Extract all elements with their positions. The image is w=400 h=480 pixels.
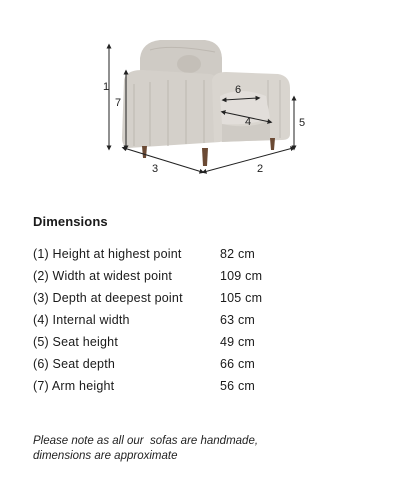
- dimension-value: 66 cm: [220, 357, 256, 371]
- armchair-dimension-diagram: [0, 0, 400, 200]
- marker-7: 7: [115, 97, 122, 109]
- note-line-1: Please note as all our sofas are handmade,: [33, 435, 259, 447]
- dimension-value: 105 cm: [220, 291, 263, 305]
- dimensions-heading: Dimensions: [33, 214, 108, 229]
- note-line-2: dimensions are approximate: [33, 450, 178, 462]
- dimension-value: 56 cm: [220, 379, 256, 393]
- armchair-illustration: [0, 0, 400, 200]
- dimension-label: (5) Seat height: [33, 335, 118, 349]
- dimension-label: (4) Internal width: [33, 313, 130, 327]
- dimension-value: 109 cm: [220, 269, 263, 283]
- dimension-label: (3) Depth at deepest point: [33, 291, 183, 305]
- dimension-label: (2) Width at widest point: [33, 269, 173, 283]
- dimension-row-depth: [33, 287, 373, 309]
- dimension-label: (1) Height at highest point: [33, 247, 182, 261]
- dimension-row-arm-height: [33, 375, 373, 397]
- dimension-row-height: [33, 243, 373, 265]
- marker-5: 5: [299, 117, 306, 129]
- dimension-value: 63 cm: [220, 313, 256, 327]
- dimension-row-seat-height: [33, 331, 373, 353]
- marker-2: 2: [257, 163, 264, 175]
- marker-4: 4: [245, 116, 252, 128]
- marker-6: 6: [235, 84, 242, 96]
- dimension-value: 82 cm: [220, 247, 256, 261]
- dimension-row-internal-width: [33, 309, 373, 331]
- armchair-image: [122, 40, 290, 166]
- marker-3: 3: [152, 163, 159, 175]
- dimensions-list: [33, 243, 373, 397]
- dimension-label: (7) Arm height: [33, 379, 115, 393]
- handmade-note: [33, 434, 258, 464]
- dimension-label: (6) Seat depth: [33, 357, 116, 371]
- dimension-value: 49 cm: [220, 335, 256, 349]
- dimension-row-width: [33, 265, 373, 287]
- marker-1: 1: [103, 81, 110, 93]
- dimension-row-seat-depth: [33, 353, 373, 375]
